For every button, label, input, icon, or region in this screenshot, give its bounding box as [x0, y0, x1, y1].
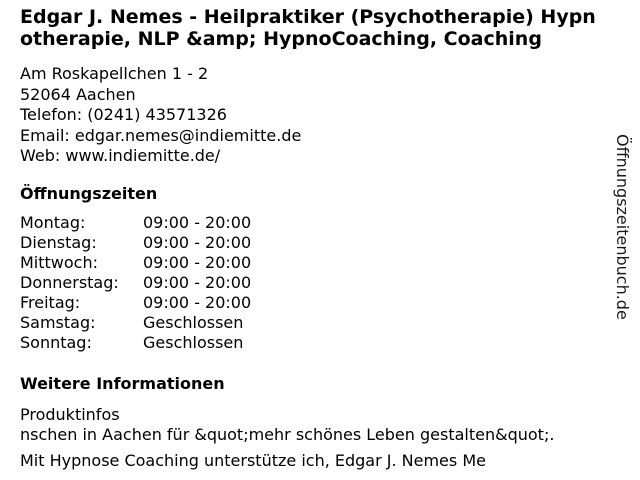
opening-hours-table	[20, 213, 251, 353]
day-label: Freitag:	[20, 293, 81, 312]
site-watermark: Öffnungszeitenbuch.de	[613, 134, 632, 320]
time-value: 09:00 - 20:00	[143, 273, 252, 292]
street-address: Am Roskapellchen 1 - 2	[20, 64, 209, 83]
info-text-line: Mit Hypnose Coaching unterstütze ich, Edgar J. Nemes Me	[20, 451, 486, 470]
day-label: Montag:	[20, 213, 86, 232]
further-info-heading: Weitere Informationen	[20, 374, 225, 393]
time-value: Geschlossen	[143, 333, 244, 352]
phone-number: Telefon: (0241) 43571326	[20, 105, 227, 124]
website: Web: www.indiemitte.de/	[20, 146, 221, 165]
day-label: Donnerstag:	[20, 273, 119, 292]
hours-row-monday	[20, 213, 251, 233]
product-info-label: Produktinfos	[20, 405, 120, 424]
time-value: 09:00 - 20:00	[143, 233, 252, 252]
day-label: Sonntag:	[20, 333, 92, 352]
hours-row-thursday	[20, 273, 251, 293]
postal-city: 52064 Aachen	[20, 84, 136, 104]
further-info-block	[20, 405, 554, 471]
hours-row-tuesday	[20, 233, 251, 253]
info-text-line: nschen in Aachen für &quot;mehr schönes Leben gestalten&quot;.	[20, 425, 555, 444]
day-label: Samstag:	[20, 313, 96, 332]
day-label: Mittwoch:	[20, 253, 98, 272]
time-value: 09:00 - 20:00	[143, 253, 252, 272]
opening-hours-heading: Öffnungszeiten	[20, 184, 158, 203]
email-address: Email: edgar.nemes@indiemitte.de	[20, 125, 302, 145]
business-title: Edgar J. Nemes - Heilpraktiker (Psychotherapie) Hypnotherapie, NLP &amp; HypnoCoaching, Coaching	[20, 6, 596, 50]
hours-row-friday	[20, 293, 251, 313]
contact-block	[20, 64, 301, 167]
time-value: Geschlossen	[143, 313, 244, 332]
day-label: Dienstag:	[20, 233, 97, 252]
time-value: 09:00 - 20:00	[143, 293, 252, 312]
time-value: 09:00 - 20:00	[143, 213, 252, 232]
hours-row-wednesday	[20, 253, 251, 273]
hours-row-saturday	[20, 313, 251, 333]
hours-row-sunday	[20, 333, 251, 353]
